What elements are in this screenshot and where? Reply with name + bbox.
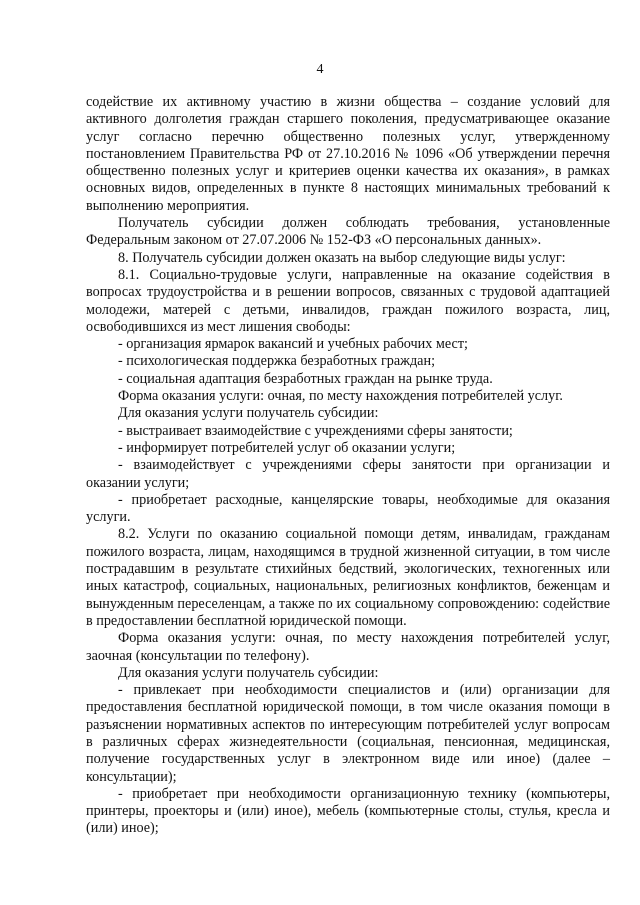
paragraph: Форма оказания услуги: очная, по месту нахождения потребителей услуг. bbox=[118, 388, 563, 405]
paragraph: - психологическая поддержка безработных граждан; bbox=[118, 353, 436, 370]
paragraph: 8.2. Услуги по оказанию социальной помощи детям, инвалидам, гражданам пожилого возраста, лицам, находящимся в трудной жизненной ситуации, в том числе пострадавшим в результате стихийных бедствий, экологических, техногенных или иных катастроф, социальных, национальных, религиозных конфликтов, беженцам и вынужденным переселенцам, а также по их социальному сопровождению: содействие в предоставлении бесплатной юридической помощи. bbox=[86, 526, 610, 629]
paragraph: - организация ярмарок вакансий и учебных рабочих мест; bbox=[118, 336, 468, 353]
paragraph: - социальная адаптация безработных граждан на рынке труда. bbox=[118, 370, 493, 387]
paragraph: - приобретает при необходимости организационную технику (компьютеры, принтеры, проекторы и (или) иное), мебель (компьютерные столы, стулья, кресла и (или) иное); bbox=[86, 785, 610, 837]
paragraph: содействие их активному участию в жизни общества – создание условий для активного долголетия граждан старшего поколения, предусматривающее оказание услуг согласно перечню общественно полезных услуг, утвержденному постановлением Правительства РФ от 27.10.2016 № 1096 «Об утверждении перечня общественно полезных услуг и критериев оценки качества их оказания», в рамках основных видов, определенных в пункте 8 настоящих минимальных требований к выполнению мероприятия. bbox=[86, 94, 610, 214]
paragraph: - приобретает расходные, канцелярские товары, необходимые для оказания услуги. bbox=[86, 491, 610, 526]
document-body bbox=[86, 94, 610, 838]
paragraph: Получатель субсидии должен соблюдать требования, установленные Федеральным законом от 27.07.2006 № 152-ФЗ «О персональных данных». bbox=[86, 215, 610, 249]
paragraph: - привлекает при необходимости специалистов и (или) организации для предоставления бесплатной юридической помощи, в том числе оказания помощи в разъяснении нормативных аспектов по интересующим потребителей услуг вопросам в различных сферах жизнедеятельности (социальная, пенсионная, медицинская, получение государственных услуг в электронном виде или иное) (далее – консультации); bbox=[86, 682, 610, 785]
paragraph: Для оказания услуги получатель субсидии: bbox=[118, 664, 379, 681]
paragraph: Форма оказания услуги: очная, по месту нахождения потребителей услуг, заочная (консультации по телефону). bbox=[86, 630, 610, 664]
paragraph: 8.1. Социально-трудовые услуги, направленные на оказание содействия в вопросах трудоустройства и в решении вопросов, связанных с трудовой адаптацией молодежи, матерей с детьми, инвалидов, граждан пожилого возраста, лиц, освободившихся из мест лишения свободы: bbox=[86, 266, 610, 335]
paragraph: - выстраивает взаимодействие с учреждениями сферы занятости; bbox=[118, 422, 513, 439]
paragraph: Для оказания услуги получатель субсидии: bbox=[118, 405, 379, 422]
page-number: 4 bbox=[316, 62, 324, 77]
paragraph: - информирует потребителей услуг об оказании услуги; bbox=[118, 439, 456, 456]
paragraph: - взаимодействует с учреждениями сферы занятости при организации и оказании услуги; bbox=[86, 457, 610, 491]
paragraph: 8. Получатель субсидии должен оказать на выбор следующие виды услуг: bbox=[118, 249, 566, 266]
